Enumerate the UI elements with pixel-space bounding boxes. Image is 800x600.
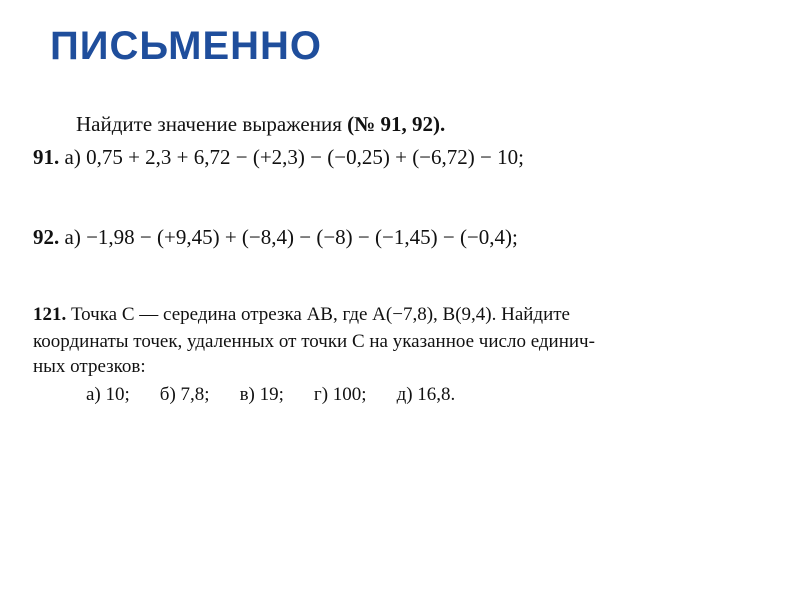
- answer-option: г) 100;: [313, 384, 367, 405]
- problem-91-number: 91.: [33, 145, 60, 169]
- problem-121-line-2: координаты точек, удаленных от точки C на указанное число единич-: [33, 331, 595, 352]
- problem-121-answers: [86, 383, 485, 407]
- problem-92-text: а) −1,98 − (+9,45) + (−8,4) − (−8) − (−1,45) − (−0,4);: [64, 225, 518, 249]
- problem-121-text-1: Точка C — середина отрезка AB, где A(−7,8), B(9,4). Найдите: [71, 304, 570, 325]
- answer-option: б) 7,8;: [159, 384, 210, 405]
- answer-option: д) 16,8.: [396, 384, 456, 405]
- answer-option: в) 19;: [239, 384, 284, 405]
- instruction-reference: (№ 91, 92).: [347, 112, 446, 136]
- slide-title: ПИСЬМЕННО: [50, 24, 323, 68]
- problem-92: [33, 224, 518, 250]
- instruction-line: [76, 111, 445, 137]
- problem-121-line-3: ных отрезков:: [33, 356, 146, 377]
- problem-121-line-1: [33, 303, 570, 327]
- problem-121-number: 121.: [33, 304, 67, 325]
- instruction-text: Найдите значение выражения: [76, 112, 348, 136]
- problem-92-number: 92.: [33, 225, 60, 249]
- answer-option: а) 10;: [86, 384, 130, 405]
- problem-91: [33, 144, 524, 170]
- problem-91-text: а) 0,75 + 2,3 + 6,72 − (+2,3) − (−0,25) + (−6,72) − 10;: [64, 145, 524, 169]
